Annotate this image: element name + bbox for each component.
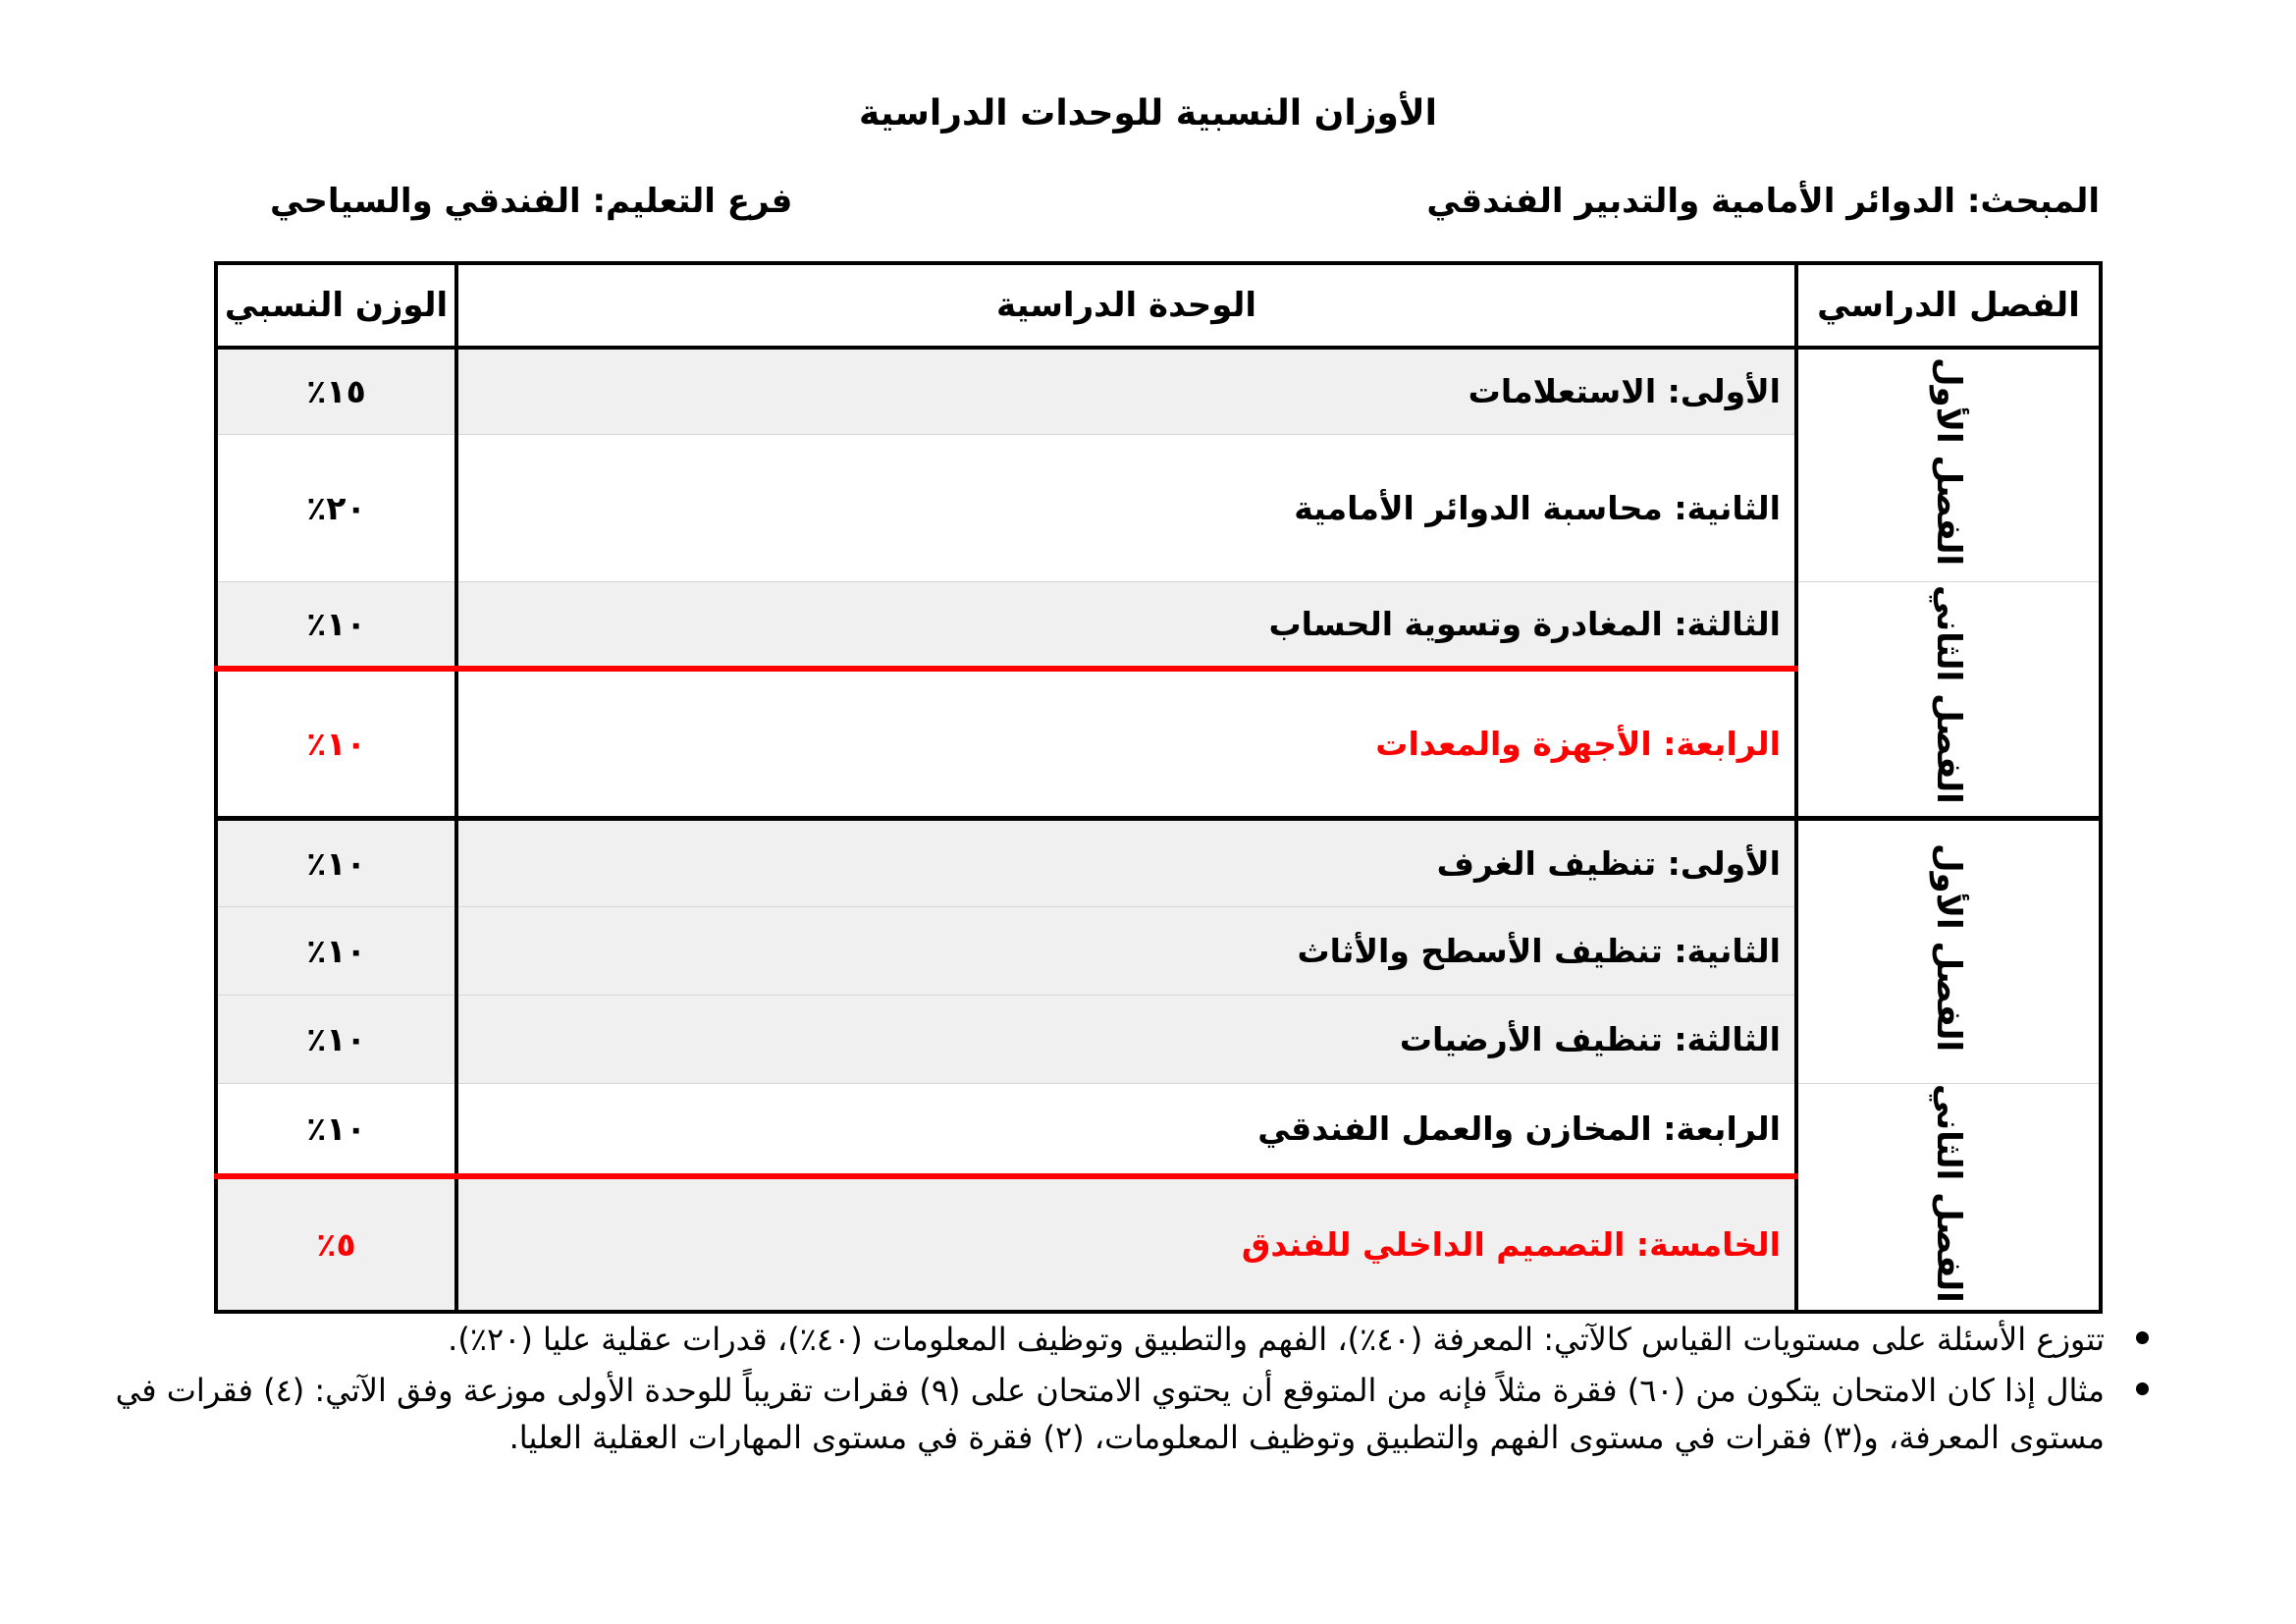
- weight-cell: ١٠٪: [216, 818, 456, 906]
- bullet-icon: [2136, 1382, 2149, 1395]
- unit-cell: الثالثة: تنظيف الأرضيات: [456, 995, 1796, 1083]
- semester-cell: [1796, 581, 2101, 818]
- table-row: [216, 1083, 2101, 1176]
- unit-cell: الرابعة: الأجهزة والمعدات: [456, 669, 1796, 818]
- unit-cell: الثانية: محاسبة الدوائر الأمامية: [456, 434, 1796, 581]
- semester-label: الفصل الأول: [1929, 356, 1968, 566]
- semester-label: الفصل الثاني: [1929, 585, 1968, 804]
- unit-cell: الثالثة: المغادرة وتسوية الحساب: [456, 581, 1796, 669]
- header-unit: الوحدة الدراسية: [456, 263, 1796, 348]
- table-header-row: [216, 263, 2101, 348]
- semester-cell: [1796, 348, 2101, 581]
- weight-cell: ٢٠٪: [216, 434, 456, 581]
- weight-cell: ٥٪: [216, 1176, 456, 1312]
- note-distribution: [68, 1316, 2149, 1363]
- unit-cell: الرابعة: المخازن والعمل الفندقي: [456, 1083, 1796, 1176]
- semester-label: الفصل الأول: [1929, 842, 1968, 1053]
- unit-cell: الأولى: الاستعلامات: [456, 348, 1796, 434]
- weight-cell: ١٥٪: [216, 348, 456, 434]
- branch-label: فرع التعليم: الفندقي والسياحي: [270, 182, 793, 221]
- weight-cell: ١٠٪: [216, 669, 456, 818]
- weight-cell: ١٠٪: [216, 1083, 456, 1176]
- weight-cell: ١٠٪: [216, 906, 456, 995]
- header-semester: الفصل الدراسي: [1796, 263, 2101, 348]
- page-title: الأوزان النسبية للوحدات الدراسية: [858, 93, 1437, 134]
- weight-cell: ١٠٪: [216, 995, 456, 1083]
- semester-label: الفصل الثاني: [1929, 1083, 1968, 1303]
- table-row: [216, 348, 2101, 434]
- table-row: [216, 581, 2101, 669]
- note-example: [68, 1367, 2149, 1461]
- note-distribution-text: تتوزع الأسئلة على مستويات القياس كالآتي: المعرفة (٤٠٪)، الفهم والتطبيق وتوظيف المعلومات (٤٠٪)، قدرات عقلية عليا (٢٠٪).: [448, 1321, 2105, 1358]
- bullet-icon: [2136, 1331, 2149, 1344]
- semester-cell: [1796, 818, 2101, 1083]
- unit-cell: الخامسة: التصميم الداخلي للفندق: [456, 1176, 1796, 1312]
- weights-table: [214, 261, 2103, 1314]
- unit-cell: الأولى: تنظيف الغرف: [456, 818, 1796, 906]
- semester-cell: [1796, 1083, 2101, 1312]
- note-example-text: مثال إذا كان الامتحان يتكون من (٦٠) فقرة مثلاً فإنه من المتوقع أن يحتوي الامتحان على (٩) فقرات تقريباً للوحدة الأولى موزعة وفق الآتي: (٤) فقرات في مستوى المعرفة، و(٣) فقرات في مستوى الفهم والتطبيق وتوظيف المعلومات، (٢) فقرة في مستوى المهارات العقلية العليا.: [115, 1372, 2105, 1456]
- subject-label: المبحث: الدوائر الأمامية والتدبير الفندقي: [1426, 182, 2100, 221]
- notes-list: [68, 1316, 2149, 1465]
- unit-cell: الثانية: تنظيف الأسطح والأثاث: [456, 906, 1796, 995]
- table-row: [216, 818, 2101, 906]
- weight-cell: ١٠٪: [216, 581, 456, 669]
- header-weight: الوزن النسبي: [216, 263, 456, 348]
